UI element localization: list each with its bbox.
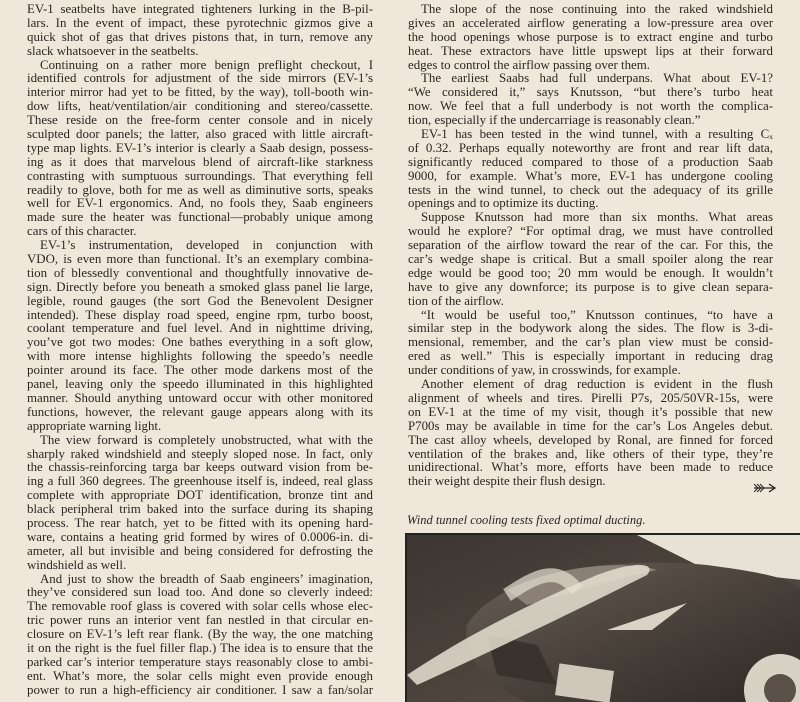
text-line: process. The rear hatch, yet to be fitted with its opening hard- [27,516,373,530]
text-line: The cast alloy wheels, developed by Ronal, are finned for forced [408,433,773,447]
text-line: ware, contains a heating grid formed by wires of 0.0006-in. di- [27,530,373,544]
text-line: tion, especially if the undercarriage is reasonably clean.” [408,114,701,128]
text-line: tric power runs an interior vent fan nestled in that circular en- [27,614,373,628]
text-line: the chassis-reinforcing targa bar keeps outward vision from be- [27,461,373,475]
text-line: ameter, all but invisible and being considered for defrosting the [27,544,373,558]
article-column-right [408,3,773,489]
text-line: ventilation of the brakes and, like others of their type, they’re [408,447,773,461]
text-line: have to give any downforce; its purpose is to give clean separa- [408,280,773,294]
text-line: it on the right is the fuel filler flap.) The idea is to ensure that the [27,641,373,655]
paragraph [408,3,773,72]
text-line: windshield as well. [27,558,127,572]
text-line: The removable roof glass is covered with solar cells whose elec- [27,600,373,614]
paragraph [27,573,373,698]
text-line: interior mirror had yet to be fitted, by the way), toll-booth win- [27,86,373,100]
text-line: the hood openings whose purpose is to extract engine and turbo [408,30,773,44]
text-line: openings and to optimize its ducting. [408,197,599,211]
text-line: would he explore? “For optimal drag, we must have controlled [408,225,773,239]
text-line: gives an accelerated airflow generating a low-pressure area over [408,16,773,30]
text-line: parked car’s interior temperature stays reasonably close to ambi- [27,655,373,669]
text-line: cars of this character. [27,225,137,239]
paragraph [408,211,773,308]
text-line: ing a full 360 degrees. The greenhouse itself is, indeed, real glass [27,475,373,489]
car-photo [405,533,800,702]
text-line: mensional, remember, and the car’s plan view must be consid- [408,336,773,350]
paragraph [27,3,373,59]
text-line: black peripheral trim baked into the surface during its shaping [27,503,373,517]
text-line: dow lifts, heat/ventilation/air conditioning and stereo/cassette. [27,100,373,114]
text-line: EV-1 seatbelts have integrated tighteners lurking in the B-pil- [27,3,373,16]
text-line: separation of the airflow toward the rear of the car. For this, the [408,239,773,253]
text-line: functions, however, the relevant gauge appears along with its [27,405,373,419]
text-line: readily to glove, both for me as well as diminutive sorts, speaks [27,183,373,197]
text-line: panel, leaving only the speedo illuminated in this highlighted [27,378,373,392]
text-line: similar step in the bodywork along the sides. The flow is 3-di- [408,322,773,336]
text-line: sign. Directly before you beneath a smoked glass panel lie large, [27,280,373,294]
text-line: alignment of wheels and tires. Pirelli P7s, 205/50VR-15s, were [408,391,773,405]
paragraph [27,434,373,573]
text-line: manner. Should anything untoward occur with other monitored [27,391,373,405]
text-line: you’ve got two modes: One bathes everything in a soft glow, [27,336,373,350]
text-line: The view forward is completely unobstructed, what with the [40,433,373,447]
arrow-right-icon [752,481,778,495]
text-line: significantly reduced compared to those of a production Saab [408,155,773,169]
text-line: their weight despite their flush design. [408,475,606,489]
paragraph [27,239,373,433]
text-line: well for EV-1 ergonomics. And, no fools they, Saab engineers [27,197,373,211]
paragraph [408,72,773,128]
text-line: quick shot of gas that drives pistons that, in turn, remove any [27,30,373,44]
text-line: coolant temperature and fuel level. And in nighttime driving, [27,322,373,336]
text-line: sculpted door panels; the latter, also graced with little aircraft- [27,128,373,142]
text-line: tion of blessedly conventional and thoughtfully innovative de- [27,266,373,280]
text-line: identified controls for adjustment of the side mirrors (EV-1’s [27,72,373,86]
text-line: heat. These extractors have little upswept lips at their forward [408,44,773,58]
text-line: “It would be useful too,” Knutsson continues, “to have a [421,308,773,322]
text-line: power to run a high-efficiency air conditioner. I saw a fan/solar [27,683,373,697]
photo-caption: Wind tunnel cooling tests fixed optimal ducting. [407,513,646,527]
text-line: Suppose Knutsson had more than six months. What areas [421,211,773,225]
paragraph [408,128,773,211]
text-line: contrasting with sumptuous surroundings. That everything fell [27,169,373,183]
text-line: tion of the airflow. [408,294,504,308]
paragraph [408,309,773,378]
text-line: EV-1’s instrumentation, developed in conjunction with [40,239,373,253]
text-line: VDO, is even more than functional. It’s an exemplary combina- [27,253,373,267]
text-line: intended). These display road speed, engine rpm, turbo boost, [27,308,373,322]
text-line: These reside on the free-form center console and in nicely [27,114,373,128]
text-line: type map lights. EV-1’s interior is clearly a Saab design, possess- [27,141,373,155]
text-line: sharply raked windshield and steeply sloped nose. In fact, only [27,447,373,461]
text-line: Another element of drag reduction is evident in the flush [421,378,773,392]
text-line: made sure the heater was functional—probably unique among [27,211,373,225]
text-line: edge would be good too; 20 mm would be enough. It wouldn’t [408,266,773,280]
text-line: of 0.32. Perhaps equally noteworthy are front and rear lift data, [408,141,773,155]
text-line: EV-1 has been tested in the wind tunnel, with a resulting Cₓ [421,128,773,142]
text-line: car’s wedge shape is critical. But a small spoiler along the rear [408,253,773,267]
text-line: pointer around its face. The other mode darkens most of the [27,364,373,378]
paragraph [408,378,773,489]
text-line: with more intense highlights following the speedo’s needle [27,350,373,364]
text-line: ent. What’s more, the solar cells might even provide enough [27,669,373,683]
text-line: P700s may be available in time for the car’s Los Angeles debut. [408,419,773,433]
text-line: ered as well.” This is especially important in reducing drag [408,350,773,364]
paragraph [27,59,373,240]
text-line: Continuing on a rather more benign preflight checkout, I [40,58,373,72]
text-line: appropriate warning light. [27,419,162,433]
text-line: lars. In the event of impact, these pyrotechnic gizmos give a [27,16,373,30]
article-column-left [27,3,373,698]
text-line: under conditions of yaw, in crosswinds, for example. [408,364,681,378]
text-line: The slope of the nose continuing into the raked windshield [421,3,773,16]
text-line: 9000, for example. What’s more, EV-1 has undergone cooling [408,169,773,183]
text-line: ing as it does that marvelous blend of aircraft-like starkness [27,155,373,169]
text-line: on EV-1 at the time of my visit, though it’s possible that new [408,405,773,419]
text-line: “We considered it,” says Knutsson, “but there’s turbo heat [408,86,773,100]
text-line: edges to control the airflow passing over them. [408,58,650,72]
text-line: they’ve considered sun load too. And done so cleverly indeed: [27,586,373,600]
text-line: And just to show the breadth of Saab engineers’ imagination, [40,572,373,586]
text-line: legible, round gauges (the sort God the Benevolent Designer [27,294,373,308]
text-line: tests in the wind tunnel, to check out the adequacy of its grille [408,183,773,197]
text-line: unidirectional. What’s more, efforts have been made to reduce [408,461,773,475]
text-line: closure on EV-1’s left rear flank. (By the way, the one matching [27,628,373,642]
text-line: now. We feel that a full underbody is not worth the complica- [408,100,773,114]
text-line: complete with appropriate DOT identification, bronze tint and [27,489,373,503]
text-line: slack whatsoever in the seatbelts. [27,44,199,58]
text-line: The earliest Saabs had full underpans. What about EV-1? [421,72,773,86]
